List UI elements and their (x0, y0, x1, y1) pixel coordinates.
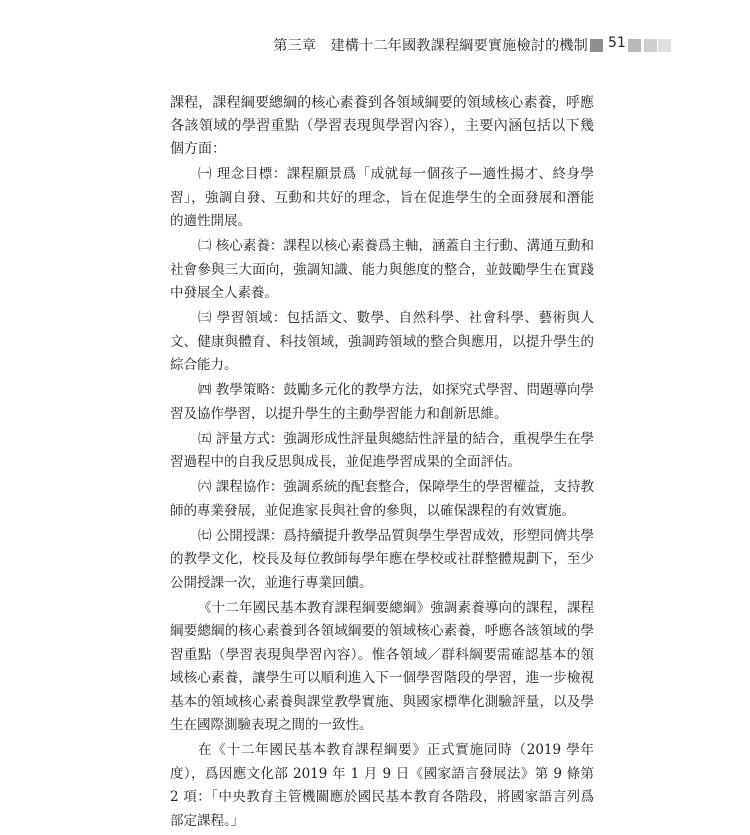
intro-paragraph: 課程，課程綱要總綱的核心素養到各領域綱要的領域核心素養，呼應各該領域的學習重點（學習表現與學習內容），主要內涵包括以下幾個方面： (170, 95, 594, 157)
list-item-goals: ㈠ 理念目標：課程願景爲「成就每一個孩子—適性揚才、終身學習」，強調自發、互動和共好的理念，旨在促進學生的全面發展和潛能的適性開展。 (170, 166, 594, 229)
guidelines-paragraph: 《十二年國民基本教育課程綱要總綱》強調素養導向的課程，課程綱要總綱的核心素養到各領域綱要的領域核心素養，呼應各該領域的學習重點（學習表現與學習內容）。惟各領域／群科綱要需確認基本的領域核心素養，讓學生可以順利進入下一個學習階段的學習，進一步檢視基本的領域核心素養與課堂教學實施、與國家標準化測驗評量，以及學生在國際測驗表現之間的一致性。 (170, 599, 594, 733)
list-item-open-lessons: ㈦ 公開授課：爲持續提升教學品質與學生學習成效，形塑同儕共學的教學文化，校長及每位教師每學年應在學校或社群整體規劃下，至少公開授課一次，並進行專業回饋。 (170, 527, 594, 591)
running-header (0, 34, 750, 58)
list-item-assessment: ㈤ 評量方式：強調形成性評量與總結性評量的結合，重視學生在學習過程中的自我反思與成長，並促進學習成果的全面評估。 (170, 430, 594, 470)
header-square-marker (658, 39, 671, 52)
chapter-title: 第三章 建構十二年國教課程綱要實施檢討的機制 (273, 38, 588, 54)
page-body (170, 92, 594, 835)
list-item-learning-domains: ㈢ 學習領域：包括語文、數學、自然科學、社會科學、藝術與人文、健康與體育、科技領域，強調跨領域的整合與應用，以提升學生的綜合能力。 (170, 310, 594, 373)
page-number: 51 (608, 35, 626, 51)
language-law-paragraph: 在《十二年國民基本教育課程綱要》正式實施同時（2019 學年度），爲因應文化部 2019 年 1 月 9 日《國家語言發展法》第 9 條第 2 項：「中央教育主管機關應於國民基本教育各階段，將國家語言列爲部定課程。」 (170, 742, 594, 829)
list-item-teaching-strategies: ㈣ 教學策略：鼓勵多元化的教學方法，如探究式學習、問題導向學習及協作學習，以提升學生的主動學習能力和創新思維。 (170, 382, 594, 422)
header-square-marker (590, 39, 603, 52)
header-square-marker (628, 39, 641, 52)
list-item-collaboration: ㈥ 課程協作：強調系統的配套整合，保障學生的學習權益，支持教師的專業發展，並促進家長與社會的參與，以確保課程的有效實施。 (170, 479, 594, 519)
header-square-marker (644, 39, 657, 52)
list-item-core-competencies: ㈡ 核心素養：課程以核心素養爲主軸，涵蓋自主行動、溝通互動和社會參與三大面向，強調知識、能力與態度的整合，並鼓勵學生在實踐中發展全人素養。 (170, 238, 594, 301)
